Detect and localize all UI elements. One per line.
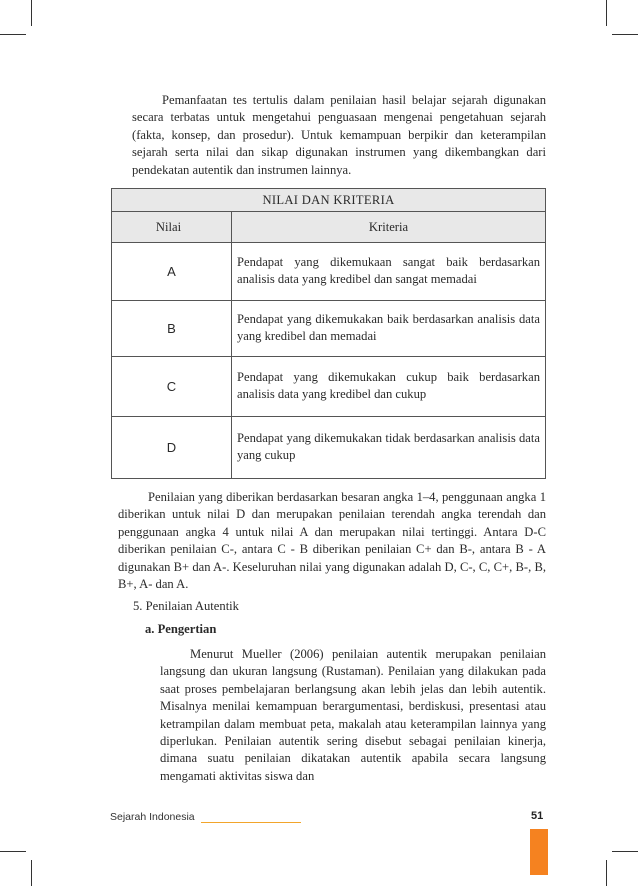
table-row (112, 243, 546, 301)
intro-paragraph: Pemanfaatan tes tertulis dalam penilaian hasil belajar sejarah digunakan secara terbatas untuk mengetahui penguasaan mengenai pengetahuan sejarah (fakta, konsep, dan prosedur). Untuk kemampuan berpikir dan keterampilan sejarah serta nilai dan sikap digunakan instrumen yang dikembangkan dari pendekatan autentik dan instrumen lainnya. (132, 93, 546, 177)
crop-mark (0, 851, 26, 852)
page-number: 51 (531, 810, 544, 822)
criteria-cell: Pendapat yang dikemukaan sangat baik berdasarkan analisis data yang kredibel dan sangat memadai (232, 243, 546, 301)
crop-mark (31, 0, 32, 26)
table-row (112, 301, 546, 357)
footer-divider (201, 822, 301, 823)
grade-cell: C (112, 357, 232, 417)
column-header-kriteria: Kriteria (232, 212, 546, 243)
crop-mark (612, 851, 638, 852)
criteria-cell: Pendapat yang dikemukakan baik berdasarkan analisis data yang kredibel dan memadai (232, 301, 546, 357)
crop-mark (31, 860, 32, 886)
crop-mark (606, 860, 607, 886)
criteria-cell: Pendapat yang dikemukakan cukup baik berdasarkan analisis data yang kredibel dan cukup (232, 357, 546, 417)
chapter-tab-marker (530, 829, 548, 875)
definition-paragraph: Menurut Mueller (2006) penilaian autentik merupakan penilaian langsung dan ukuran langsung (Rustaman). Penilaian yang dilakukan pada saat proses pembelajaran berlangsung akan lebih jelas dan lebih autentik. Misalnya menilai kemampuan berargumentasi, berdiskusi, presentasi atau ketrampilan dalam membuat peta, makalah atau keterampilan lainnya yang diperlukan. Penilaian autentik sering disebut sebagai penilaian kinerja, dimana suatu penilaian dikatakan autentik apabila secara langsung mengamati aktivitas siswa dan (160, 647, 546, 783)
grade-cell: A (112, 243, 232, 301)
scoring-paragraph: Penilaian yang diberikan berdasarkan besaran angka 1–4, penggunaan angka 1 diberikan untuk nilai D dan merupakan penilaian terendah angka terendah dan penggunaan angka 4 untuk nilai A dan merupakan nilai tertinggi. Antara D-C diberikan penilaian C-, antara C - B diberikan penilaian C+ dan B-, antara B - A digunakan B+ dan A-. Keseluruhan nilai yang digunakan adalah D, C-, C, C+, B-, B, B+, A- dan A. (118, 490, 546, 592)
crop-mark (0, 34, 26, 35)
column-header-nilai: Nilai (112, 212, 232, 243)
criteria-cell: Pendapat yang dikemukakan tidak berdasarkan analisis data yang cukup (232, 417, 546, 479)
footer-book-title: Sejarah Indonesia (110, 811, 195, 823)
grade-cell: D (112, 417, 232, 479)
table-row (112, 357, 546, 417)
grade-cell: B (112, 301, 232, 357)
crop-mark (606, 0, 607, 26)
section-heading: 5. Penilaian Autentik (133, 599, 239, 613)
criteria-table (111, 188, 546, 479)
crop-mark (612, 34, 638, 35)
table-row (112, 417, 546, 479)
table-title: NILAI DAN KRITERIA (112, 189, 546, 212)
subsection-heading: a. Pengertian (145, 622, 217, 636)
